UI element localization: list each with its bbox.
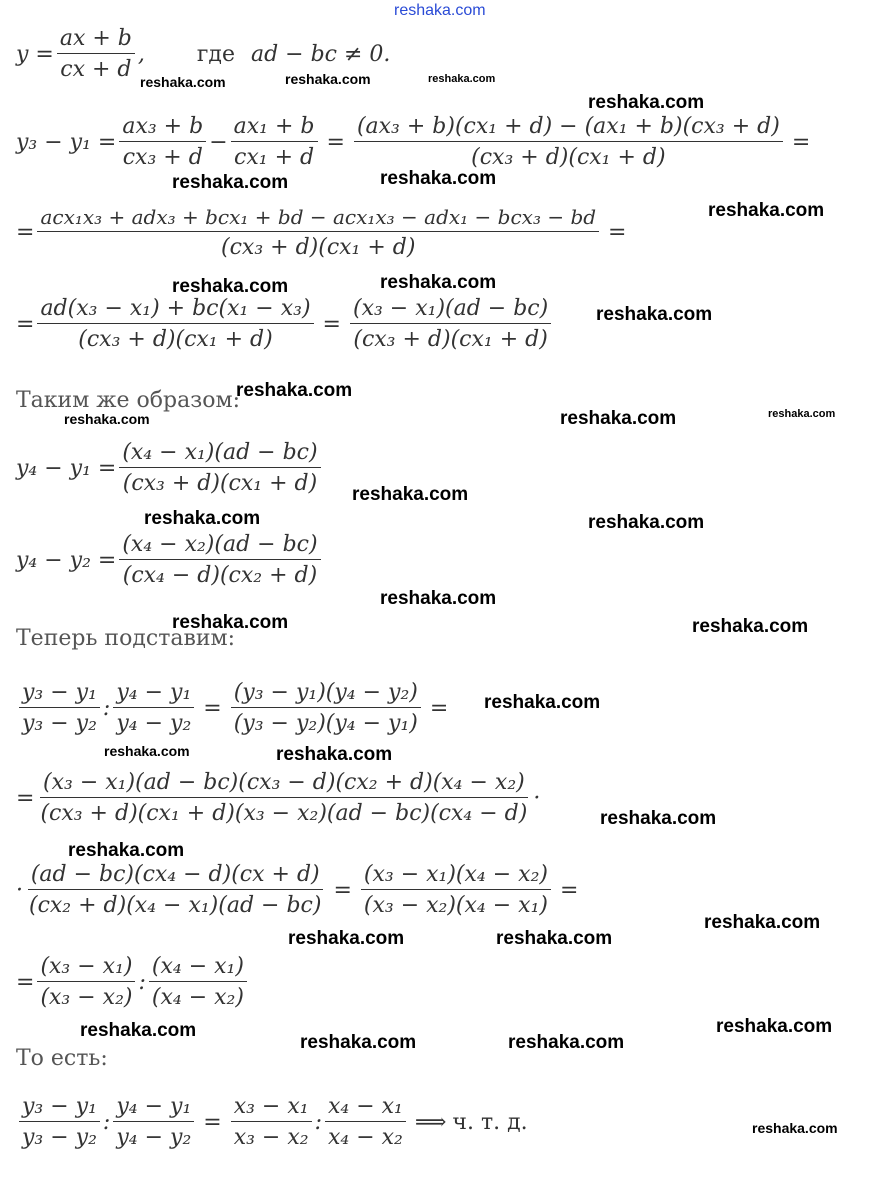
eq5-numerator: (x₄ − x₁)(ad − bc) <box>119 440 320 468</box>
eq2-trailing-equals: = <box>791 129 811 155</box>
eq8-fraction <box>37 770 530 826</box>
watermark: reshaka.com <box>172 276 289 297</box>
eq3-trailing-equals: = <box>608 220 627 245</box>
eq7-colon: : <box>102 695 111 721</box>
watermark: reshaka.com <box>236 380 353 401</box>
eq1-where: где <box>196 41 235 67</box>
eq7-fraction-2 <box>113 680 194 736</box>
eq8-numerator: (x₃ − x₁)(ad − bc)(cx₃ − d)(cx₂ + d)(x₄ − x₂) <box>40 770 528 798</box>
watermark: reshaka.com <box>588 512 705 533</box>
eq4-leading-equals: = <box>16 311 35 337</box>
eq4-f2-numerator: (x₃ − x₁)(ad − bc) <box>350 296 551 324</box>
watermark: reshaka.com <box>752 1120 838 1136</box>
eq11-fraction-2 <box>113 1094 194 1150</box>
eq10-leading-equals: = <box>16 969 35 995</box>
watermark: reshaka.com <box>288 928 405 949</box>
eq2-equals: = <box>326 129 345 155</box>
eq6-fraction <box>119 532 320 588</box>
watermark: reshaka.com <box>560 408 677 429</box>
eq1-denominator: cx + d <box>60 57 132 82</box>
eq11-f1-denominator: y₃ − y₂ <box>22 1125 97 1150</box>
eq11-fraction-1 <box>19 1094 100 1150</box>
watermark: reshaka.com <box>352 484 469 505</box>
eq2-fraction-2 <box>231 114 318 170</box>
eq5-lhs: y₄ − y₁ = <box>16 455 117 481</box>
eq7-f1-numerator: y₃ − y₁ <box>19 680 100 708</box>
watermark: reshaka.com <box>588 92 705 113</box>
eq11-f4-denominator: x₄ − x₂ <box>328 1125 403 1150</box>
equation-factored <box>16 296 554 352</box>
eq10-f1-denominator: (x₃ − x₂) <box>40 985 133 1010</box>
eq2-f3-denominator: (cx₃ + d)(cx₁ + d) <box>471 145 666 170</box>
watermark: reshaka.com <box>428 73 496 85</box>
eq1-comma: , <box>137 41 145 67</box>
eq11-colon-1: : <box>102 1109 111 1135</box>
eq11-fraction-4 <box>325 1094 406 1150</box>
eq2-fraction-1 <box>119 114 206 170</box>
eq7-f3-numerator: (y₃ − y₁)(y₄ − y₂) <box>231 680 421 708</box>
eq11-qed: ч. т. д. <box>452 1109 528 1135</box>
eq1-lhs: y = <box>16 41 54 67</box>
eq9-f2-numerator: (x₃ − x₁)(x₄ − x₂) <box>361 862 551 890</box>
eq9-f2-denominator: (x₃ − x₂)(x₄ − x₁) <box>363 893 548 918</box>
watermark: reshaka.com <box>708 200 825 221</box>
eq11-f3-numerator: x₃ − x₁ <box>231 1094 312 1122</box>
watermark: reshaka.com <box>80 1020 197 1041</box>
eq7-fraction-3 <box>231 680 421 736</box>
equation-difference-y3-y1 <box>16 114 816 170</box>
eq8-leading-equals: = <box>16 785 35 811</box>
text-substitute: Теперь подставим: <box>16 626 236 651</box>
watermark: reshaka.com <box>144 508 261 529</box>
eq9-trailing-equals: = <box>559 877 579 903</box>
watermark: reshaka.com <box>508 1032 625 1053</box>
eq7-f2-denominator: y₄ − y₂ <box>116 711 192 736</box>
eq2-minus: − <box>209 129 228 155</box>
watermark: reshaka.com <box>484 692 601 713</box>
eq7-f2-numerator: y₄ − y₁ <box>113 680 194 708</box>
eq9-fraction-2 <box>361 862 551 918</box>
watermark: reshaka.com <box>496 928 613 949</box>
eq3-numerator: acx₁x₃ + adx₃ + bcx₁ + bd − acx₁x₃ − adx₁ − bcx₃ − bd <box>37 205 599 232</box>
eq10-colon: : <box>138 969 146 995</box>
eq5-denominator: (cx₃ + d)(cx₁ + d) <box>122 471 318 496</box>
eq10-fraction-1 <box>37 954 135 1010</box>
equation-conclusion <box>16 1094 528 1150</box>
eq2-f2-numerator: ax₁ + b <box>231 114 318 142</box>
eq2-lhs: y₃ − y₁ = <box>16 129 117 155</box>
eq4-fraction-2 <box>350 296 551 352</box>
eq9-f1-denominator: (cx₂ + d)(x₄ − x₁)(ad − bc) <box>29 893 322 918</box>
eq2-f3-numerator: (ax₃ + b)(cx₁ + d) − (ax₁ + b)(cx₃ + d) <box>354 114 783 142</box>
eq11-f2-denominator: y₄ − y₂ <box>116 1125 192 1150</box>
watermark: reshaka.com <box>64 411 150 427</box>
eq10-f2-denominator: (x₄ − x₂) <box>151 985 244 1010</box>
eq11-f4-numerator: x₄ − x₁ <box>325 1094 406 1122</box>
watermark: reshaka.com <box>380 272 497 293</box>
eq8-dot: · <box>533 785 541 811</box>
eq10-f1-numerator: (x₃ − x₁) <box>37 954 135 982</box>
eq1-numerator: ax + b <box>57 26 135 54</box>
eq6-numerator: (x₄ − x₂)(ad − bc) <box>119 532 320 560</box>
eq7-f1-denominator: y₃ − y₂ <box>22 711 97 736</box>
equation-x-ratio <box>16 954 250 1010</box>
text-that-is: То есть: <box>16 1046 108 1071</box>
watermark: reshaka.com <box>380 588 497 609</box>
watermark: reshaka.com <box>704 912 821 933</box>
eq3-fraction <box>37 205 599 260</box>
eq4-fraction-1 <box>37 296 313 352</box>
eq11-fraction-3 <box>231 1094 312 1150</box>
eq11-f1-numerator: y₃ − y₁ <box>19 1094 100 1122</box>
eq6-denominator: (cx₄ − d)(cx₂ + d) <box>122 563 318 588</box>
eq11-f2-numerator: y₄ − y₁ <box>113 1094 194 1122</box>
watermark: reshaka.com <box>285 71 371 87</box>
watermark: reshaka.com <box>716 1016 833 1037</box>
eq3-denominator: (cx₃ + d)(cx₁ + d) <box>221 235 416 260</box>
eq2-fraction-3 <box>354 114 783 170</box>
eq9-fraction-1 <box>26 862 324 918</box>
implies-arrow-icon: ⟹ <box>414 1109 447 1135</box>
eq7-fraction-1 <box>19 680 100 736</box>
equation-y4-y2 <box>16 532 324 588</box>
watermark: reshaka.com <box>140 74 226 90</box>
text-similarly: Таким же образом: <box>16 388 241 413</box>
eq8-denominator: (cx₃ + d)(cx₁ + d)(x₃ − x₂)(ad − bc)(cx₄ − d) <box>40 801 528 826</box>
watermark: reshaka.com <box>768 408 836 420</box>
equation-ratio-substitution <box>16 680 454 736</box>
eq4-f1-numerator: ad(x₃ − x₁) + bc(x₁ − x₃) <box>37 296 313 324</box>
eq11-f3-denominator: x₃ − x₂ <box>233 1125 309 1150</box>
watermark-top: reshaka.com <box>394 2 486 19</box>
watermark: reshaka.com <box>172 612 289 633</box>
equation-long-product <box>16 770 540 826</box>
equation-expanded <box>16 205 632 260</box>
watermark: reshaka.com <box>596 304 713 325</box>
eq4-equals: = <box>322 311 341 337</box>
watermark: reshaka.com <box>172 172 289 193</box>
equation-y4-y1 <box>16 440 324 496</box>
eq10-fraction-2 <box>149 954 247 1010</box>
eq1-condition: ad − bc ≠ 0. <box>250 41 391 67</box>
watermark: reshaka.com <box>300 1032 417 1053</box>
eq9-equals: = <box>333 877 352 903</box>
eq9-leading-dot: · <box>16 877 23 903</box>
eq2-f1-denominator: cx₃ + d <box>122 145 203 170</box>
eq4-f1-denominator: (cx₃ + d)(cx₁ + d) <box>78 327 273 352</box>
watermark: reshaka.com <box>276 744 393 765</box>
eq6-lhs: y₄ − y₂ = <box>16 547 117 573</box>
watermark: reshaka.com <box>600 808 717 829</box>
eq5-fraction <box>119 440 320 496</box>
watermark: reshaka.com <box>68 840 185 861</box>
eq11-colon-2: : <box>314 1109 322 1135</box>
eq10-f2-numerator: (x₄ − x₁) <box>149 954 247 982</box>
eq7-equals: = <box>203 695 222 721</box>
eq7-trailing-equals: = <box>429 695 449 721</box>
eq4-f2-denominator: (cx₃ + d)(cx₁ + d) <box>353 327 548 352</box>
eq9-f1-numerator: (ad − bc)(cx₄ − d)(cx + d) <box>28 862 323 890</box>
eq11-equals: = <box>203 1109 222 1135</box>
eq1-fraction <box>57 26 135 82</box>
eq7-f3-denominator: (y₃ − y₂)(y₄ − y₁) <box>233 711 418 736</box>
watermark: reshaka.com <box>692 616 809 637</box>
eq2-f2-denominator: cx₁ + d <box>234 145 315 170</box>
equation-continued-product <box>16 862 584 918</box>
watermark: reshaka.com <box>104 743 190 759</box>
eq2-f1-numerator: ax₃ + b <box>119 114 206 142</box>
watermark: reshaka.com <box>380 168 497 189</box>
eq3-leading-equals: = <box>16 220 35 245</box>
